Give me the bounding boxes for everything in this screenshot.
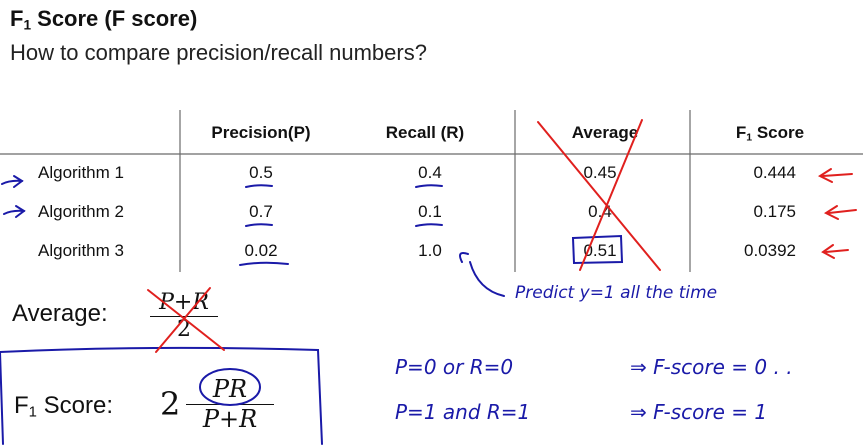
average-denominator: 2 xyxy=(177,317,191,342)
underline-p3 xyxy=(240,263,288,265)
pointer-hook xyxy=(460,253,468,262)
title-rest: Score (F score) xyxy=(31,6,198,31)
f1-formula-box-left xyxy=(0,352,3,444)
circle-pr xyxy=(200,369,260,405)
row-name: Algorithm 2 xyxy=(38,202,124,221)
title-subscript: 1 xyxy=(23,17,32,33)
cross-formula-b xyxy=(156,288,210,352)
row-precision: 0.7 xyxy=(249,202,273,221)
row-name: Algorithm 1 xyxy=(38,163,124,182)
row-average: 0.51 xyxy=(583,241,617,260)
row-recall: 0.1 xyxy=(418,202,442,221)
row-recall: 1.0 xyxy=(418,241,442,260)
red-arrow-row3 xyxy=(826,250,848,252)
annotation-line2-left: P=1 and R=1 xyxy=(395,400,531,424)
f1-denominator: P+R xyxy=(202,405,258,433)
average-label: Average: xyxy=(12,300,108,327)
row-average: 0.45 xyxy=(583,163,617,182)
f1-coefficient: 2 xyxy=(160,385,181,423)
box-average-3 xyxy=(573,236,622,263)
header-recall: Recall (R) xyxy=(385,123,465,142)
row-f1: 0.175 xyxy=(753,202,796,221)
row-average: 0.4 xyxy=(588,202,612,221)
row-name: Algorithm 3 xyxy=(38,241,124,260)
annotation-line1-right: ⇒ F-score = 0 . . xyxy=(630,355,793,379)
underline-p2 xyxy=(246,224,272,226)
row-f1: 0.444 xyxy=(753,163,796,182)
annotation-line2-right: ⇒ F-score = 1 xyxy=(630,400,768,424)
title-main: F xyxy=(10,6,24,31)
header-f1-rest: Score xyxy=(752,123,805,142)
annotation-line1-left: P=0 or R=0 xyxy=(395,355,514,379)
f1-label-sub: 1 xyxy=(28,404,37,421)
pointer-line xyxy=(470,262,504,296)
red-arrow-row2 xyxy=(829,210,856,213)
page-subtitle: How to compare precision/recall numbers? xyxy=(10,40,427,65)
f1-label-rest: Score: xyxy=(36,392,113,419)
row-precision: 0.02 xyxy=(244,241,278,260)
predict-annotation: Predict y=1 all the time xyxy=(515,283,718,303)
underline-p1 xyxy=(246,185,272,187)
red-arrow-row1 xyxy=(823,174,852,176)
f1-numerator: PR xyxy=(212,375,248,403)
header-average: Average xyxy=(571,123,639,142)
average-numerator: P+R xyxy=(159,290,209,315)
row-f1: 0.0392 xyxy=(744,241,796,260)
f1-label-main: F xyxy=(14,392,29,419)
row-precision: 0.5 xyxy=(249,163,273,182)
f1-formula-box xyxy=(0,348,322,444)
underline-r2 xyxy=(416,224,442,226)
cross-average-a xyxy=(538,122,660,270)
cross-average-b xyxy=(580,120,642,270)
header-precision: Precision(P) xyxy=(211,123,311,142)
header-f1-main: F xyxy=(735,123,747,142)
underline-r1 xyxy=(416,185,442,187)
row-recall: 0.4 xyxy=(418,163,442,182)
cross-formula-a xyxy=(148,290,224,350)
header-f1-sub: 1 xyxy=(746,131,753,144)
